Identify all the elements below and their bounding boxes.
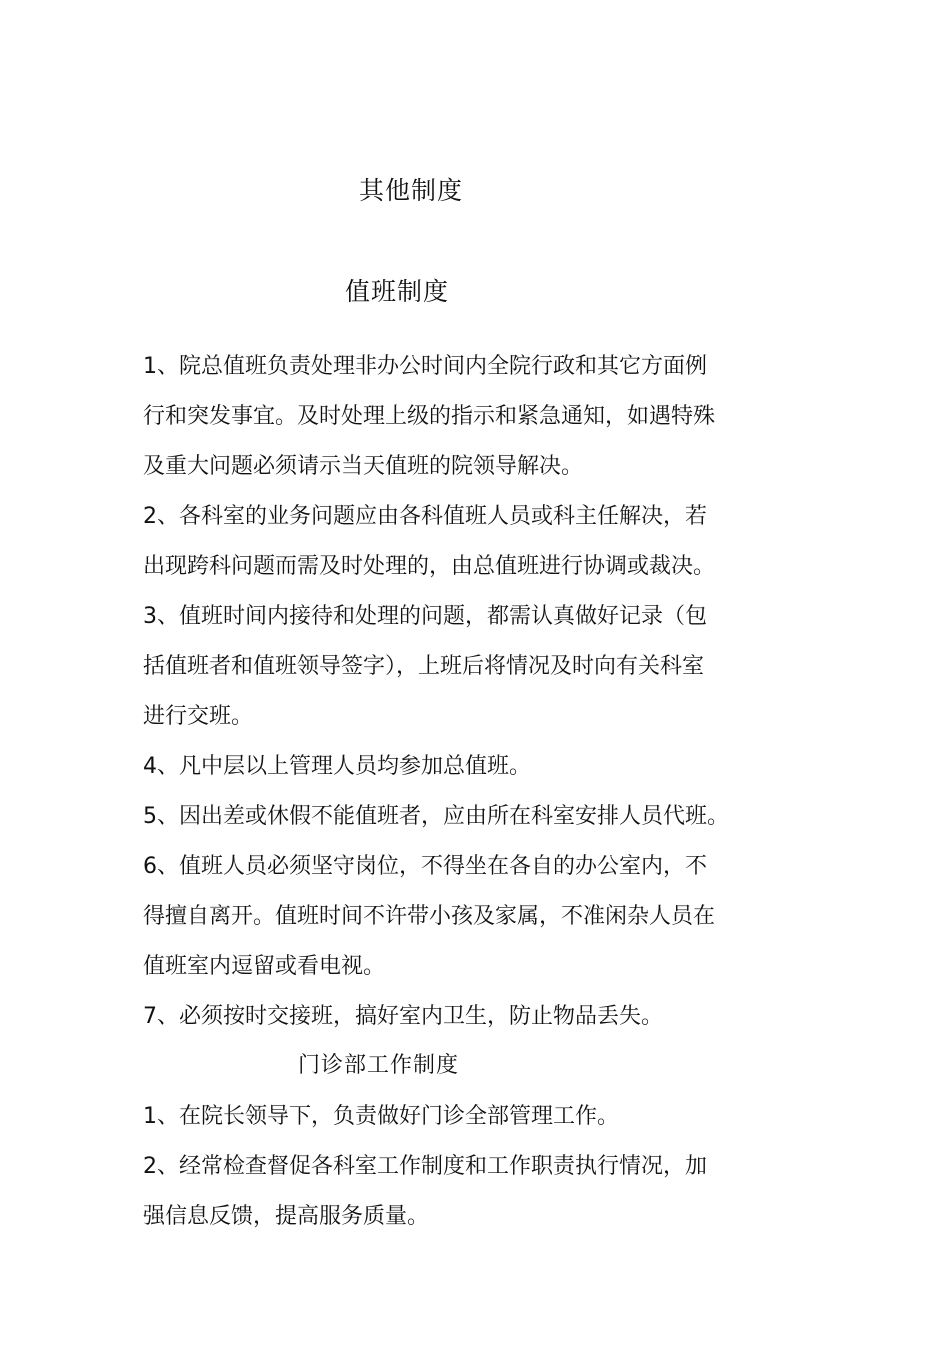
paragraph-line: 7、必须按时交接班，搞好室内卫生，防止物品丢失。 [143, 1004, 663, 1029]
paragraph-line: 出现跨科问题而需及时处理的，由总值班进行协调或裁决。 [143, 554, 716, 579]
paragraph-line: 得擅自离开。值班时间不许带小孩及家属，不准闲杂人员在 [143, 904, 716, 929]
paragraph-line: 强信息反馈，提高服务质量。 [143, 1204, 430, 1229]
section-heading-outpatient: 门诊部工作制度 [298, 1053, 460, 1078]
paragraph-line: 2、经常检查督促各科室工作制度和工作职责执行情况，加 [143, 1154, 707, 1179]
paragraph-line: 1、院总值班负责处理非办公时间内全院行政和其它方面例 [143, 354, 707, 379]
paragraph-line: 3、值班时间内接待和处理的问题，都需认真做好记录（包 [143, 604, 707, 629]
paragraph-line: 5、因出差或休假不能值班者，应由所在科室安排人员代班。 [143, 804, 729, 829]
paragraph-line: 2、各科室的业务问题应由各科值班人员或科主任解决，若 [143, 504, 707, 529]
paragraph-line: 4、凡中层以上管理人员均参加总值班。 [143, 754, 531, 779]
paragraph-line: 6、值班人员必须坚守岗位，不得坐在各自的办公室内，不 [143, 854, 707, 879]
paragraph-line: 1、在院长领导下，负责做好门诊全部管理工作。 [143, 1104, 619, 1129]
paragraph-line: 值班室内逗留或看电视。 [143, 954, 386, 979]
section-heading-duty: 值班制度 [345, 277, 450, 306]
paragraph-line: 及重大问题必须请示当天值班的院领导解决。 [143, 454, 584, 479]
paragraph-line: 括值班者和值班领导签字），上班后将情况及时向有关科室 [143, 654, 705, 679]
paragraph-line: 行和突发事宜。及时处理上级的指示和紧急通知，如遇特殊 [143, 404, 716, 429]
document-title: 其他制度 [359, 176, 464, 205]
paragraph-line: 进行交班。 [143, 704, 254, 729]
